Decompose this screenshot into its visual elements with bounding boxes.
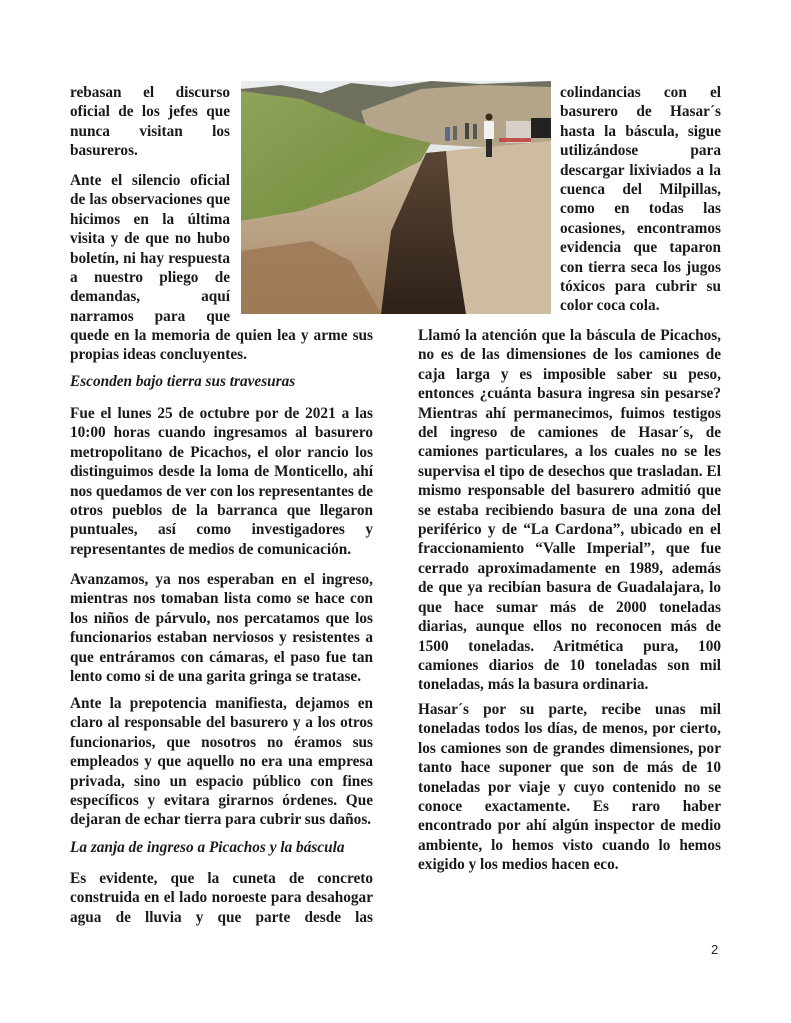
text-line: evidencia que taparon <box>560 239 721 257</box>
text-line: hasta la báscula, sigue <box>560 122 721 140</box>
text-line: tóxicos para cubrir su <box>560 278 721 296</box>
text-line: de las observaciones que <box>70 191 230 209</box>
silence-paragraph-tail: quede en la memoria de quien lea y arme sus propias ideas concluyentes. <box>70 327 373 364</box>
text-line: como en todas las <box>560 200 721 218</box>
visit-paragraph: Fue el lunes 25 de octubre por de 2021 a las 10:00 horas cuando ingresamos al basurero metropolitano de Picachos, el olor rancio los distinguimos desde la loma de Monticello, ahí nos quedamos de ver con los representantes de otros pueblos de la barranca que llegaron puntuales, así como investigadores y representantes de medios de comunicación. <box>70 405 373 558</box>
text-line: colindancias con el <box>560 84 721 101</box>
text-line: descargar lixiviados a la <box>560 161 721 179</box>
text-line: demandas, aquí <box>70 288 230 306</box>
red-stripe <box>499 138 531 142</box>
trench-photo <box>241 81 551 314</box>
hasars-paragraph: Hasar´s por su parte, recibe unas mil toneladas todos los días, de menos, por cierto, los camiones son de grandes dimensiones, por tanto hace suponer que son de más de 10 toneladas por viaje y cuyo contenido no se conoce exactamente. Es raro haber encontrado por ahí algún inspector de medio ambiente, lo hemos visto cuando lo hemos exigido y los medios hacen eco. <box>418 701 721 874</box>
silence-paragraph <box>70 171 230 326</box>
text-line: hicimos en la última <box>70 210 230 228</box>
page-number: 2 <box>711 942 719 957</box>
text-line: nunca visitan los <box>70 122 230 140</box>
section-heading-zanja: La zanja de ingreso a Picachos y la báscula <box>70 839 345 856</box>
text-line: basurero de Hasar´s <box>560 103 721 121</box>
advance-paragraph: Avanzamos, ya nos esperaban en el ingreso, mientras nos tomaban lista como se hace con los niños de párvulo, nos percatamos que los funcionarios estaban nerviosos y resistentes a que entráramos con cámaras, el paso fue tan lento como si de una garita gringa se tratase. <box>70 571 373 686</box>
section-heading-esconden: Esconden bajo tierra sus travesuras <box>70 373 296 390</box>
evidente-paragraph: Es evidente, que la cuneta de concreto construida en el lado noroeste para desahogar agua de lluvia y que parte desde las <box>70 870 373 926</box>
text-line: cuenca del Milpillas, <box>560 181 721 199</box>
prepotencia-paragraph: Ante la prepotencia manifiesta, dejamos en claro al responsable del basurero y a los otros funcionarios, que nosotros no éramos sus empleados y que aquello no era una empresa privada, sino un espacio público con fines específicos y evitara girarnos órdenes. Que dejaran de echar tierra para cubrir sus daños. <box>70 695 373 829</box>
dark-container <box>531 118 551 138</box>
text-line: visita y de que no hubo <box>70 230 230 248</box>
text-line: Ante el silencio oficial <box>70 172 230 189</box>
text-line: basureros. <box>70 142 138 160</box>
text-line: boletín, ni hay respuesta <box>70 249 230 267</box>
bascula-paragraph: Llamó la atención que la báscula de Picachos, no es de las dimensiones de los camiones de caja larga y es imposible saber su peso, entonces ¿cuánta basura ingresa sin pesarse? Mientras ahí permanecimos, fuimos testigos del ingreso de camiones de Hasar´s, de camiones particulares, a los cuales no se les supervisa el tipo de desechos que trasladan. El mismo responsable del basurero admitió que se estaba recibiendo basura de una zona del periférico y de “La Cardona”, ubicado en el fraccionamiento “Valle Imperial”, que fue cerrado aproximadamente en 1989, además de que ya recibían basura de Guadalajara, lo que hace sumar más de 2000 toneladas diarias, aunque ellos no reconocen más de 1500 toneladas. Aritmética pura, 100 camiones diarios de 10 toneladas son mil toneladas, más la basura ordinaria. <box>418 327 721 694</box>
text-line: con tierra seca los jugos <box>560 258 721 276</box>
text-line: utilizándose para <box>560 142 721 160</box>
continued-paragraph <box>560 83 721 316</box>
text-line: rebasan el discurso <box>70 84 230 101</box>
intro-paragraph <box>70 83 230 161</box>
text-line: ocasiones, encontramos <box>560 219 721 237</box>
text-line: color coca cola. <box>560 297 660 315</box>
text-line: a nuestro pliego de <box>70 269 230 287</box>
text-line: narramos para que <box>70 307 230 325</box>
text-line: oficial de los jefes que <box>70 103 230 121</box>
